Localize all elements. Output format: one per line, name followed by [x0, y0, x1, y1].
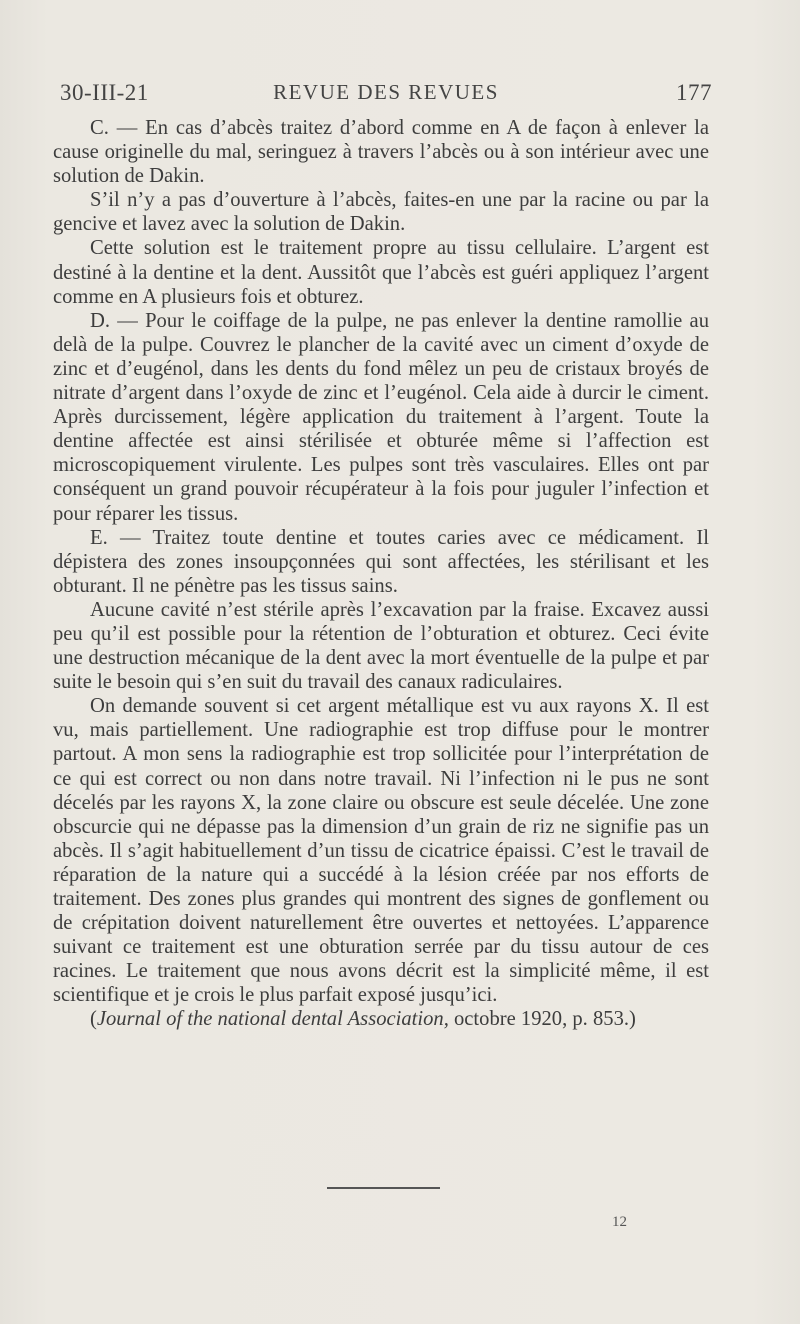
- header-title: REVUE DES REVUES: [273, 80, 499, 104]
- paragraph-no-opening: S’il n’y a pas d’ouverture à l’abcès, faites-en une par la racine ou par la gencive et lavez avec la solution de Dakin.: [53, 189, 709, 236]
- paragraph-cavity: Aucune cavité n’est stérile après l’excavation par la fraise. Excavez aussi peu qu’il est possible pour la rétention de l’obturation et obturez. Ceci évite une destruction mécanique de la dent avec la mort éventuelle de la pulpe et par suite le besoin qui s’en suit du travail des canaux radiculaires.: [53, 598, 709, 694]
- article-body: [53, 116, 709, 1032]
- header-date: 30-III-21: [60, 80, 149, 105]
- citation: [53, 1007, 709, 1031]
- section-divider: [327, 1187, 440, 1189]
- signature-mark: 12: [612, 1214, 627, 1230]
- paragraph-d: D. — Pour le coiffage de la pulpe, ne pas enlever la dentine ramollie au delà de la pulpe. Couvrez le plancher de la cavité avec un ciment d’oxyde de zinc et d’eugénol, dans les dents du fond mêlez un peu de cristaux broyés de nitrate d’argent dans l’oxyde de zinc et l’eugénol. Cela aide à durcir le ciment. Après durcissement, légère application du traitement à l’argent. Toute la dentine affectée est ainsi stérilisée et obturée même si l’affection est microscopiquement virulente. Les pulpes sont très vasculaires. Elles ont par conséquent un grand pouvoir récupérateur à la fois pour juguler l’infection et pour réparer les tissus.: [53, 309, 709, 525]
- paragraph-e: E. — Traitez toute dentine et toutes caries avec ce médicament. Il dépistera des zones insoupçonnées qui sont affectées, les stérilisant et les obturant. Il ne pénètre pas les tissus sains.: [53, 526, 709, 597]
- header-page-number: 177: [676, 80, 712, 105]
- citation-details: octobre 1920, p. 853.): [448, 1008, 636, 1031]
- paragraph-c: C. — En cas d’abcès traitez d’abord comme en A de façon à enlever la cause originelle du mal, seringuez à travers l’abcès ou à son intérieur avec une solution de Dakin.: [53, 117, 709, 188]
- paragraph-solution: Cette solution est le traitement propre au tissu cellulaire. L’argent est destiné à la dentine et la dent. Aussitôt que l’abcès est guéri appliquez l’argent comme en A plusieurs fois et obturez.: [53, 237, 709, 308]
- paragraph-xray: On demande souvent si cet argent métallique est vu aux rayons X. Il est vu, mais partiellement. Une radiographie est trop diffuse pour le montrer partout. A mon sens la radiographie est trop sollicitée pour l’interprétation de ce qui est correct ou non dans notre travail. Ni l’infection ni le pus ne sont décelés par les rayons X, la zone claire ou obscure est seule décelée. Une zone obscurcie qui ne dépasse pas la dimension d’un grain de riz ne signifie pas un abcès. Il s’agit habituellement d’un tissu de cicatrice épaissi. C’est le travail de réparation de la nature qui a succédé à la lésion créée par nos efforts de traitement. Des zones plus grandes qui montrent des signes de gonflement ou de crépitation doivent naturellement être ouvertes et nettoyées. L’apparence suivant ce traitement est une obturation serrée par du tissu autour de ces racines. Le traitement que nous avons décrit est la simplicité même, il est scientifique et je crois le plus parfait exposé jusqu’ici.: [53, 695, 709, 1007]
- citation-journal: Journal of the national dental Association,: [96, 1008, 449, 1031]
- running-header: [60, 80, 712, 112]
- citation-open: (: [90, 1008, 97, 1031]
